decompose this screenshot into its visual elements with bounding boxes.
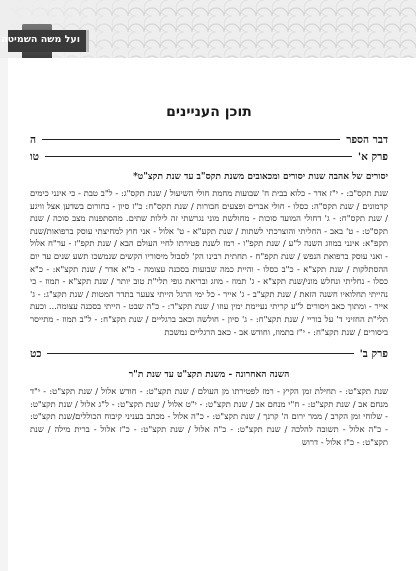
toc-content [30, 104, 388, 448]
chapter-summary: שנת תקצ"ט: - תחילת זמן הקיץ - רמז לפטירתו מן העולם / שנת תקצ"ט: - חודש אלול / שנת תקצ"ט: - י"ד מנחם אב / שנת תקצ"ט: - ח"י מנחם אב / שנת תקצ"ט: - י"ט אלול / שנת תקצ"ט: - ל"ג אלול / שנת תקצ"ט: - שלוחי זמן הקרב / ממר ירום ה' קרנך / שנת תקצ"ט: - כ"ה אלול - מכתב בעניני קיבוח הכוללים/שנת תקצ"ט: - כ"ה אלול - תשובה להלכה / שנת תקצ"ט: - כ"ה אלול / שנת תקצ"ט: - כ"ז אלול - ברית מילה / שנת תקצ"ט: - כ"ז אלול - דרוש [30, 386, 388, 447]
toc-entry-page: ה [30, 134, 37, 146]
leader-line [47, 353, 353, 354]
series-title: ועל משה השמיטה [1, 34, 80, 45]
toc-entry-page: טו [30, 151, 40, 163]
margin-strip [0, 58, 8, 571]
series-title-plate [1, 30, 89, 52]
chapter-summary: שנת תקס"ב: - י"ז אדר - כלוא בבית ח' שבועות מחמת חולי השיעול / שנת תקס"ג: - ל"ב טבת - כי אינני כימים קדמונים / שנת תקס"ה: כסלו - חולי אברים ופצעים חבורות / שנת תקס"ח: כ"ז סיון - בחורום בשדען אצל וויגע / שנת תקס"ח: - ג' דחולי המועד סוכות - מחולשת מוני נגרשתי זה לילות שתים. מהסתפנות מצב סוכה / שנת תקס"ט: - ט' באב - החליתי והוצרכתי לשתות / שנת תקע"א - ט' אלול - אני חוץ למחיצתי עוסק ברפואות/שנת תקפ"א: אינני במוזג השנה ל"ע / שנת תקפ"ו - רמז לשנת פטירתו לחיי העולם הבא / שנת תקפ"ז - ער"ח אלול - ואני עוסק ברפואת הנפש / שנת תקפ"ח - תחתית רבינו הק' לסבול מיסוריו הקשים שנמשכו תשע שנים עד יום ההסתלקות / שנת תקצ"א - כ"ב כסלו - והיית כמה שבועות בסכנה עצומה - כ"א אדר / שנת תקצ"א: - כ"א כסלו - נחליתי ונחלש מוני/שנת תקצ"א - ג' תמוז - מוזג ובריאת גופי תלי"ת טוב יותר / שנת תקצ"א - תמוז - כי נהייתי תחלואיו חשנה הזאת / שנת תקצ"ב - ג' אייר - כל ימי הרגל הייתי צעער בתדר המטות / שנת תקצ"ג: - ג' אייר - ומתוך כאב ויסורים ל"ע קריתי נעיימת ימין עוזו / שנת תקצ"ד: - כ"ה שבט - הייתי בסכנה עצומה... וכעת תלי"ת החזיני ד' על בוריי / שנת תקצ"ח: - ג' סיון - חולשה וכאב ברגליים / שנת תקצ"ח: - ל"ב תמוז - מתייסר ביסורים / שנת תקצ"ח: - י"ז בתמוז, וחודש אב - כאב הרגליים נמשכת [30, 188, 388, 337]
leader-line [42, 139, 340, 140]
leader-line [45, 156, 352, 157]
page-title: תוכן העניינים [166, 104, 252, 120]
header-band [0, 0, 416, 58]
toc-entry[interactable] [30, 348, 388, 365]
toc-entry-label: דבר הספר [346, 134, 388, 146]
toc-entry[interactable] [30, 151, 388, 168]
toc-entry-page: כט [30, 348, 42, 361]
toc-entry[interactable] [30, 134, 388, 151]
chapter-subtitle: השנה האחרונה - משנת תקצ"ט עד שנת ת"ר [128, 370, 290, 381]
chapter-subtitle: יסורים של אהבה שנות יסורים ומכאובים משנת תקס"ב עד שנת תקצ"ט* [133, 172, 388, 182]
toc-entry-label: פרק ב' [359, 348, 388, 361]
chapter-2-block [30, 348, 388, 448]
toc-entry-label: פרק א' [357, 151, 388, 163]
